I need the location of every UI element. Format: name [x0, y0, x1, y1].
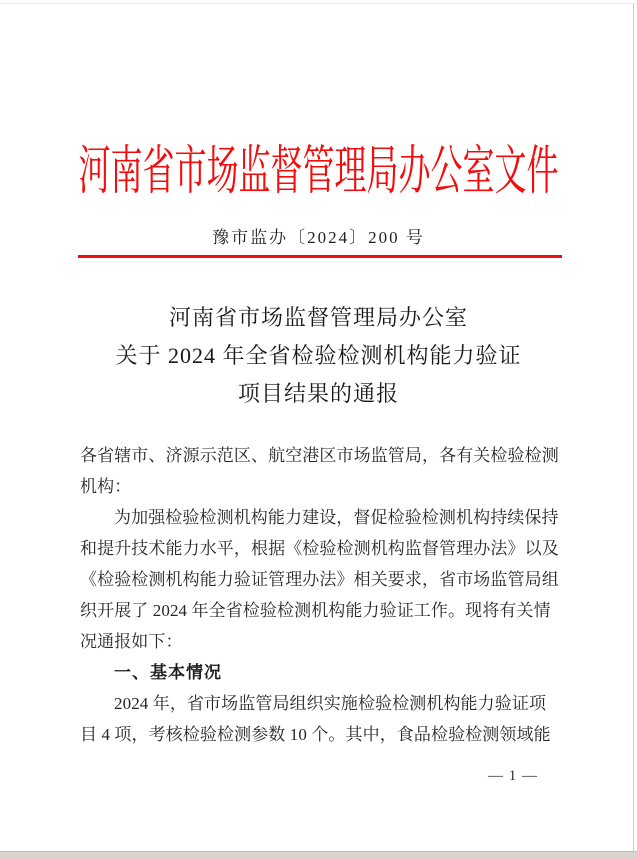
- scan-edge-bottom: [0, 851, 637, 859]
- section-heading-basic-situation: 一、基本情况: [114, 663, 222, 682]
- body-line: 《检验检测机构能力验证管理办法》相关要求，省市场监管局组: [80, 570, 559, 589]
- body-line: 况通报如下：: [80, 632, 183, 651]
- document-title-line-3: 项目结果的通报: [237, 381, 399, 406]
- agency-banner-title: 河南省市场监督管理局办公室文件: [78, 140, 559, 200]
- body-line: 织开展了 2024 年全省检验检测机构能力验证工作。现将有关情: [80, 601, 551, 620]
- body-line: 2024 年，省市场监管局组织实施检验检测机构能力验证项: [114, 694, 547, 713]
- body-paragraphs: [80, 440, 562, 750]
- scan-edge-top: [0, 3, 637, 4]
- document-title-line-2: 关于 2024 年全省检验检测机构能力验证: [115, 343, 522, 368]
- salutation-line-1: 各省辖市、济源示范区、航空港区市场监管局，各有关检验检测: [80, 446, 559, 465]
- red-divider-rule: [78, 255, 562, 258]
- doc-reference-number: 豫市监办〔2024〕200 号: [212, 228, 425, 247]
- page-number: — 1 —: [488, 768, 538, 784]
- body-line: 为加强检验检测机构能力建设，督促检验检测机构持续保持: [114, 508, 559, 527]
- salutation-line-2: 机构：: [80, 477, 132, 496]
- body-line: 和提升技术能力水平，根据《检验检测机构监督管理办法》以及: [80, 539, 559, 558]
- document-title: [0, 299, 637, 413]
- body-line: 目 4 项，考核检验检测参数 10 个。其中，食品检验检测领域能: [80, 725, 551, 744]
- document-title-line-1: 河南省市场监督管理局办公室: [168, 305, 468, 330]
